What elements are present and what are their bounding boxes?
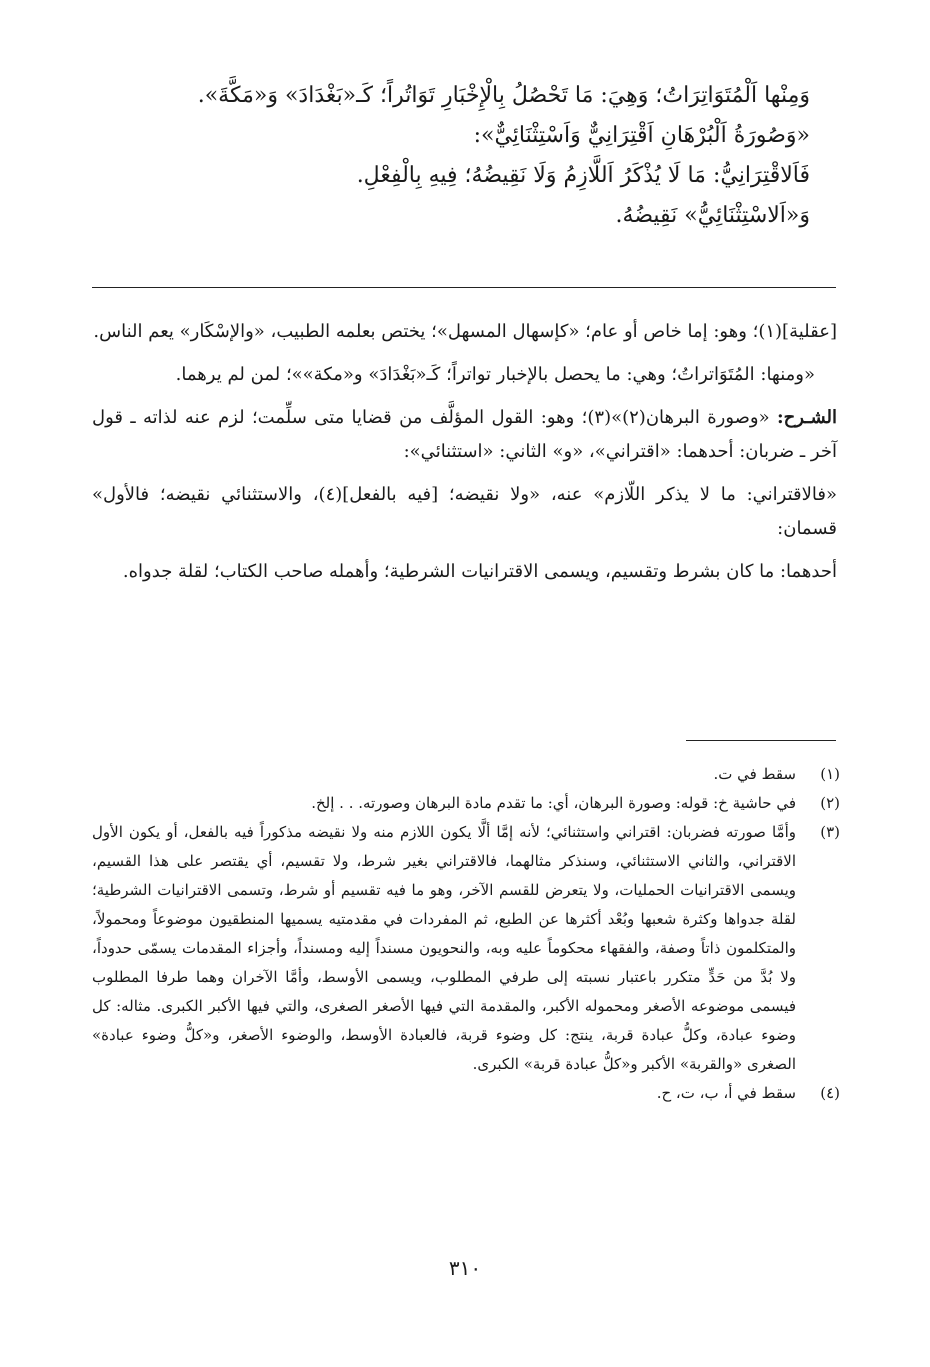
commentary-paragraph [92, 555, 837, 589]
footnote-text: وأمَّا صورته فضربان: اقتراني واستثنائي؛ لأنه إمَّا ألَّا يكون اللازم منه ولا نقيضه مذكوراً فيه بالفعل، أو يكون الأول الاقتراني، والثاني الاستثنائي، وسنذكر مثالهما، فالاقتراني بغير شرط، ولا تقسيم، أي يقتصر على هذا القسيم، ويسمى الاقترانيات الحمليات، ولا يتعرض للقسم الآخر، وهو ما فيه تقسيم أو شرط، وتسمى الاقترانيات الشرطية؛ لقلة جدواها وكثرة شعبها وبُعْد أكثرها عن الطبع، ثم المفردات في مقدمتيه يسميها المنطقيون موضوعاً ومحمولاً، والمتكلمون ذاتاً وصفة، والفقهاء محكوماً عليه وبه، والنحويون مسنداً إليه ومسنداً، وأجزاء المقدمات يسمّى حدوداً، ولا بُدَّ من حَدٍّ متكرر باعتبار نسبته إلى طرفي المطلوب، ويسمى الأوسط، وأمَّا الآخران وهما طرفا المطلوب فيسمى موضوعه الأصغر ومحموله الأكبر، والمقدمة التي فيها الأصغر الصغرى، والتي فيها الأكبر الكبرى. مثاله: كل وضوء عبادة، وكلُّ عبادة قربة، ينتج: كل وضوء قربة، فالعبادة الأوسط، والوضوء الأصغر، و«كلُّ وضوء عبادة» الصغرى «والقربة» الأكبر و«كلُّ عبادة قربة» الكبرى. [92, 823, 796, 1073]
commentary-text [92, 315, 837, 598]
commentary-paragraph [92, 358, 837, 392]
footnote-text: سقط في أ، ب، ت، ح. [656, 1084, 796, 1102]
commentary-paragraph-text: «ومنها: المُتَوَاتراتُ؛ وهي: ما يحصل بالإخبار تواتراً؛ كَـ«بَغْدَادَ» و«مكة»»؛ لمن لم يرهما. [175, 364, 815, 385]
sharh-label: الشـرح: [776, 407, 837, 428]
footnote-divider [686, 740, 836, 741]
commentary-paragraph [92, 315, 837, 349]
section-divider [92, 287, 836, 288]
commentary-paragraph-text: [عقلية](١)؛ وهو: إما خاص أو عام؛ «كإسهال المسهل»؛ يختص بعلمه الطبيب، «والإسْكَار» يعم الناس. [93, 321, 837, 342]
commentary-paragraph-text: «فالاقتراني: ما لا يذكر اللّازم» عنه، «ولا نقيضه؛ [فيه بالفعل](٤)، والاستثنائي نقيضه؛ فالأول» قسمان: [92, 484, 838, 539]
footnote [92, 818, 840, 1079]
commentary-paragraph [92, 401, 837, 469]
footnotes [92, 760, 840, 1108]
commentary-paragraph-text: أحدهما: ما كان بشرط وتقسيم، ويسمى الاقترانيات الشرطية؛ وأهمله صاحب الكتاب؛ لقلة جدواه. [122, 561, 837, 582]
footnote-number: (٣) [820, 823, 840, 841]
footnote-number: (٢) [820, 794, 840, 812]
footnote [92, 789, 840, 818]
matn-line: فَاَلاقْتِرَانِيُّ: مَا لَا يُذْكَرُ اَللَّازِمُ وَلَا نَقِيضُهُ؛ فِيهِ بِالْفِعْلِ. [356, 163, 810, 188]
page-number: ٣١٠ [448, 1256, 482, 1280]
matn-line: وَ«اَلاسْتِثْنَائِيُّ» نَقِيضُهُ. [615, 203, 810, 228]
footnote-text: في حاشية خ: قوله: وصورة البرهان، أي: ما تقدم مادة البرهان وصورته. . . إلخ. [311, 794, 796, 812]
commentary-paragraph [92, 478, 837, 546]
footnote-number: (١) [820, 765, 840, 783]
commentary-paragraph-text: «وصورة البرهان(٢)»(٣)؛ وهو: القول المؤلَّف من قضايا متى سلِّمت؛ لزم عنه لذاته ـ قول آخر ـ ضربان: أحدهما: «اقتراني»، «و» الثاني: «استثنائي»: [92, 407, 837, 462]
footnote-number: (٤) [820, 1084, 840, 1102]
footnote [92, 760, 840, 789]
matn-line: «وَصُورَةُ اَلْبُرْهَانِ اَقْتِرَانِيٌّ وَاَسْتِثْنَائِيٌّ»: [473, 123, 810, 148]
footnote [92, 1079, 840, 1108]
matn-line: وَمِنْها اَلْمُتَوَاتِرَاتُ؛ وَهِيَ: مَا تَحْصُلُ بِالْإِخْبَارِ تَوَاتُراً؛ كَـ«بَغْدَادَ» وَ«مَكَّةَ». [197, 83, 810, 108]
matn-text [110, 78, 810, 238]
footnote-text: سقط في ت. [713, 765, 796, 783]
